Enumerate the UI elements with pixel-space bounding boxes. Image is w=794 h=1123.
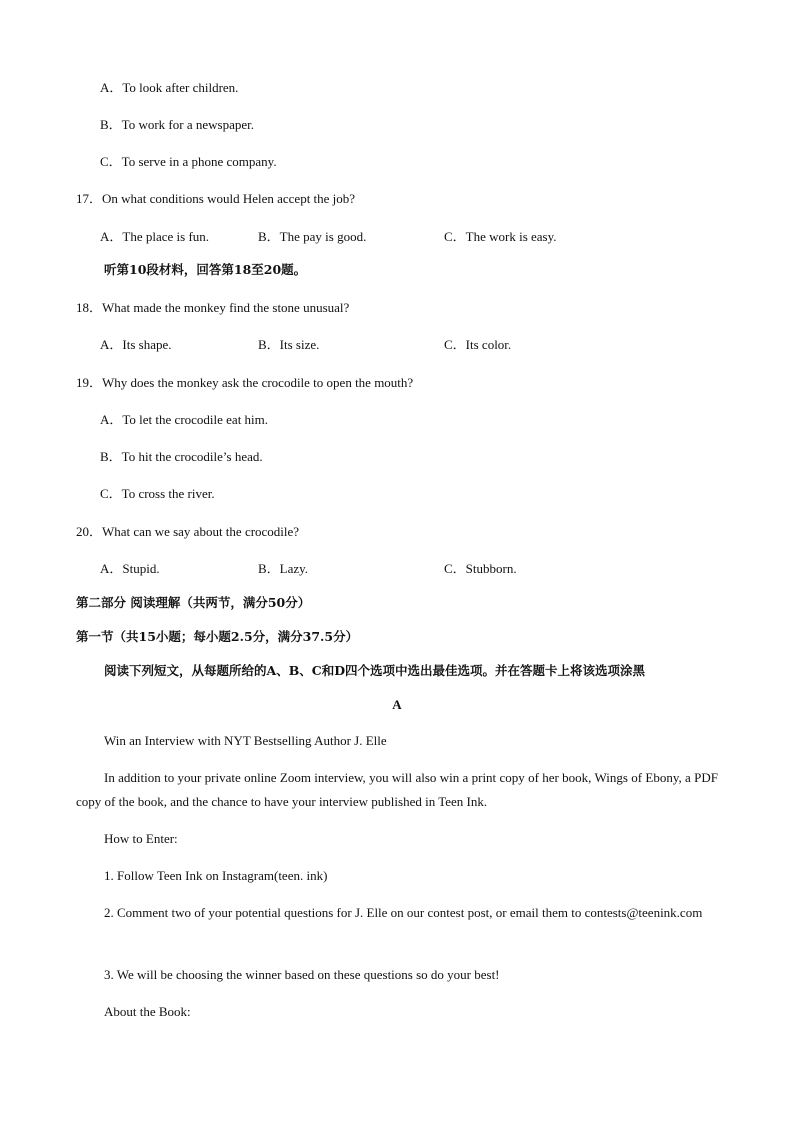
q19-option-a: A．To let the crocodile eat him. [100,412,269,427]
q16-option-a: A．To look after children. [100,80,239,95]
passage-intro [76,766,718,814]
q18-option-b: B．Its size. [258,337,320,352]
q20-stem: 20．What can we say about the crocodile? [76,524,300,539]
q16-option-b: B．To work for a newspaper. [100,117,254,132]
q17-option-b: B．The pay is good. [258,229,367,244]
q17-option-c: C．The work is easy. [444,229,557,244]
q19-option-b: B．To hit the crocodile’s head. [100,449,263,464]
passage-intro-text: In addition to your private online Zoom interview, you will also win a print copy of her book, Wings of Ebony, a PDF copy of the book, and the chance to have your interview published in Teen Ink. [76,770,718,809]
q16-option-c: C．To serve in a phone company. [100,154,277,169]
q19-stem: 19．Why does the monkey ask the crocodile to open the mouth? [76,375,414,390]
enter-step-2 [76,901,718,925]
q18-option-a: A．Its shape. [100,337,172,352]
q20-option-b: B．Lazy. [258,561,309,576]
part2-title: 第二部分 阅读理解（共两节，满分50分） [76,595,311,610]
enter-step-1: 1. Follow Teen Ink on Instagram(teen. ink) [104,868,328,883]
how-to-enter-heading: How to Enter: [104,831,178,846]
q17-option-a: A．The place is fun. [100,229,210,244]
enter-step-2-text: 2. Comment two of your potential questions for J. Elle on our contest post, or email them to contests@teenink.com [104,905,703,920]
passage-title: Win an Interview with NYT Bestselling Author J. Elle [104,733,387,748]
q18-option-c: C．Its color. [444,337,512,352]
q20-option-c: C．Stubborn. [444,561,517,576]
about-book-heading: About the Book: [104,1004,191,1019]
q19-option-c: C．To cross the river. [100,486,215,501]
q17-stem: 17．On what conditions would Helen accept the job? [76,191,356,206]
section10-instruction: 听第10段材料，回答第18至20题。 [104,262,307,277]
section1-title: 第一节（共15小题；每小题2.5分，满分37.5分） [76,629,359,644]
passage-label: A [392,697,402,712]
reading-instruction: 阅读下列短文，从每题所给的A、B、C和D四个选项中选出最佳选项。并在答题卡上将该选项涂黑 [104,663,646,678]
enter-step-3: 3. We will be choosing the winner based on these questions so do your best! [104,967,500,982]
q20-option-a: A．Stupid. [100,561,160,576]
q18-stem: 18．What made the monkey find the stone unusual? [76,300,350,315]
